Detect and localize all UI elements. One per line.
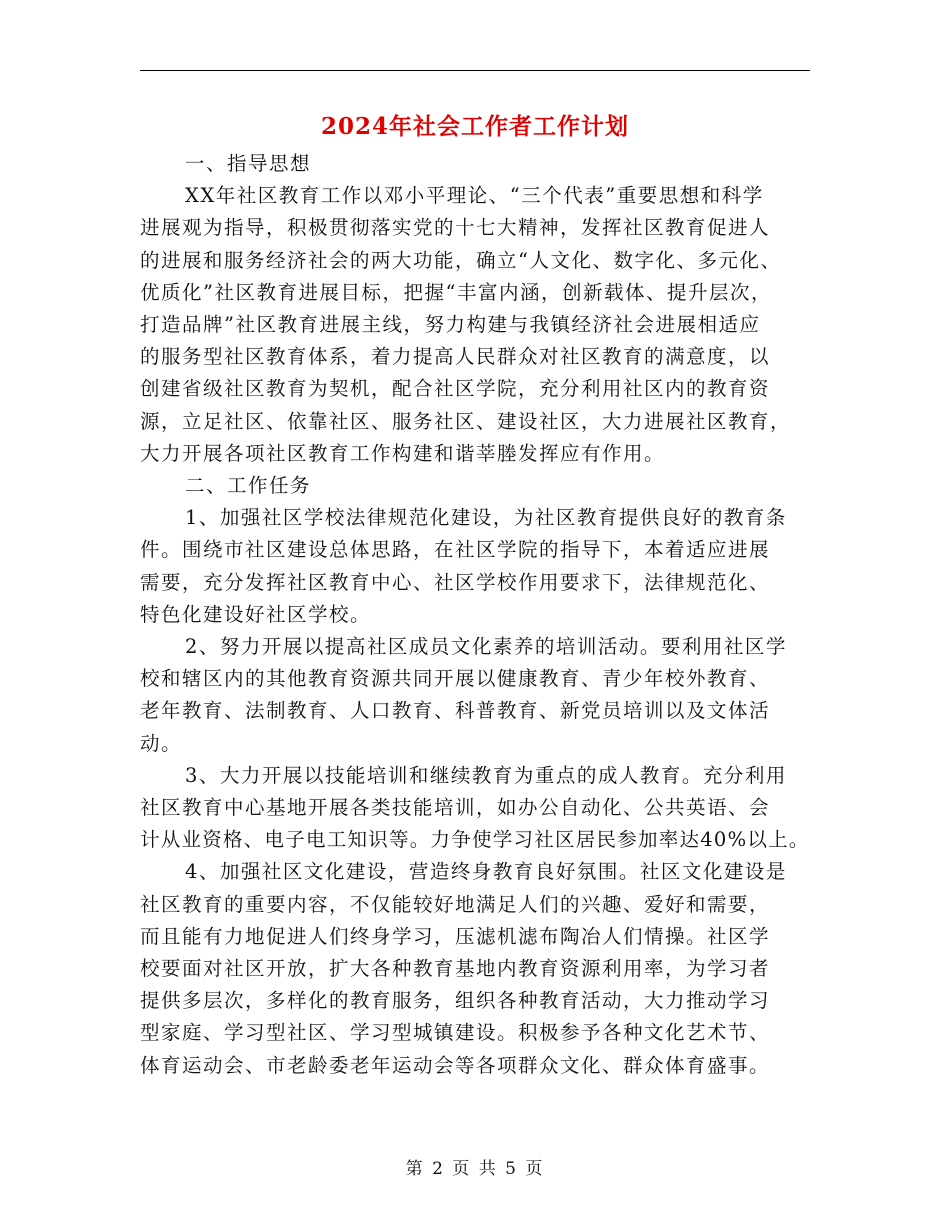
page-number: 第 2 页 共 5 页 xyxy=(405,1159,545,1179)
paragraph-line: 源，立足社区、依靠社区、服务社区、建设社区，大力进展社区教育， xyxy=(140,409,792,433)
paragraph-line: 老年教育、法制教育、人口教育、科普教育、新党员培训以及文体活 xyxy=(140,699,771,723)
paragraph-line: 进展观为指导，积极贯彻落实党的十七大精神，发挥社区教育促进人 xyxy=(140,216,771,240)
paragraph-line: 而且能有力地促进人们终身学习，压滤机滤布陶冶人们情操。社区学 xyxy=(140,924,771,948)
paragraph-line: 3、大力开展以技能培训和继续教育为重点的成人教育。充分利用 xyxy=(185,763,787,787)
paragraph-line: 校要面对社区开放，扩大各种教育基地内教育资源利用率，为学习者 xyxy=(140,957,771,981)
paragraph-line: 型家庭、学习型社区、学习型城镇建设。积极参予各种文化艺术节、 xyxy=(140,1021,771,1045)
paragraph-line: 件。围绕市社区建设总体思路，在社区学院的指导下，本着适应进展 xyxy=(140,538,771,562)
paragraph-line: 打造品牌”社区教育进展主线，努力构建与我镇经济社会进展相适应 xyxy=(140,313,761,337)
paragraph-line: 1、加强社区学校法律规范化建设，为社区教育提供良好的教育条 xyxy=(185,506,787,530)
paragraph-line: 需要，充分发挥社区教育中心、社区学校作用要求下，法律规范化、 xyxy=(140,570,771,594)
paragraph-line: 体育运动会、市老龄委老年运动会等各项群众文化、群众体育盛事。 xyxy=(140,1053,771,1077)
paragraph-line: 社区教育的重要内容，不仅能较好地满足人们的兴趣、爱好和需要， xyxy=(140,892,771,916)
paragraph-line: 4、加强社区文化建设，营造终身教育良好氛围。社区文化建设是 xyxy=(185,860,787,884)
paragraph-line: 特色化建设好社区学校。 xyxy=(140,602,372,626)
document-title: 2024年社会工作者工作计划 xyxy=(320,113,629,140)
paragraph-line: 社区教育中心基地开展各类技能培训，如办公自动化、公共英语、会 xyxy=(140,796,771,820)
paragraph-line: 提供多层次，多样化的教育服务，组织各种教育活动，大力推动学习 xyxy=(140,989,771,1013)
paragraph-line: 优质化”社区教育进展目标，把握“丰富内涵，创新载体、提升层次， xyxy=(140,280,772,304)
section-heading: 一、指导思想 xyxy=(185,152,312,175)
paragraph-line: 的服务型社区教育体系，着力提高人民群众对社区教育的满意度，以 xyxy=(140,345,771,369)
document-body xyxy=(140,148,812,1082)
paragraph-line: 动。 xyxy=(140,731,183,755)
section-heading: 二、工作任务 xyxy=(185,474,312,498)
paragraph-line: 创建省级社区教育为契机，配合社区学院，充分利用社区内的教育资 xyxy=(140,377,771,401)
header-rule xyxy=(140,70,810,71)
paragraph-line: 计从业资格、电子电工知识等。力争使学习社区居民参加率达40%以上。 xyxy=(140,828,810,852)
paragraph-line: 大力开展各项社区教育工作构建和谐莘塍发挥应有作用。 xyxy=(140,441,666,465)
paragraph-line: 2、努力开展以提高社区成员文化素养的培训活动。要利用社区学 xyxy=(185,635,787,659)
paragraph-line: 校和辖区内的其他教育资源共同开展以健康教育、青少年校外教育、 xyxy=(140,667,771,691)
paragraph-line: XX年社区教育工作以邓小平理论、“三个代表”重要思想和科学 xyxy=(185,184,764,208)
paragraph-line: 的进展和服务经济社会的两大功能，确立“人文化、数字化、多元化、 xyxy=(140,248,782,272)
